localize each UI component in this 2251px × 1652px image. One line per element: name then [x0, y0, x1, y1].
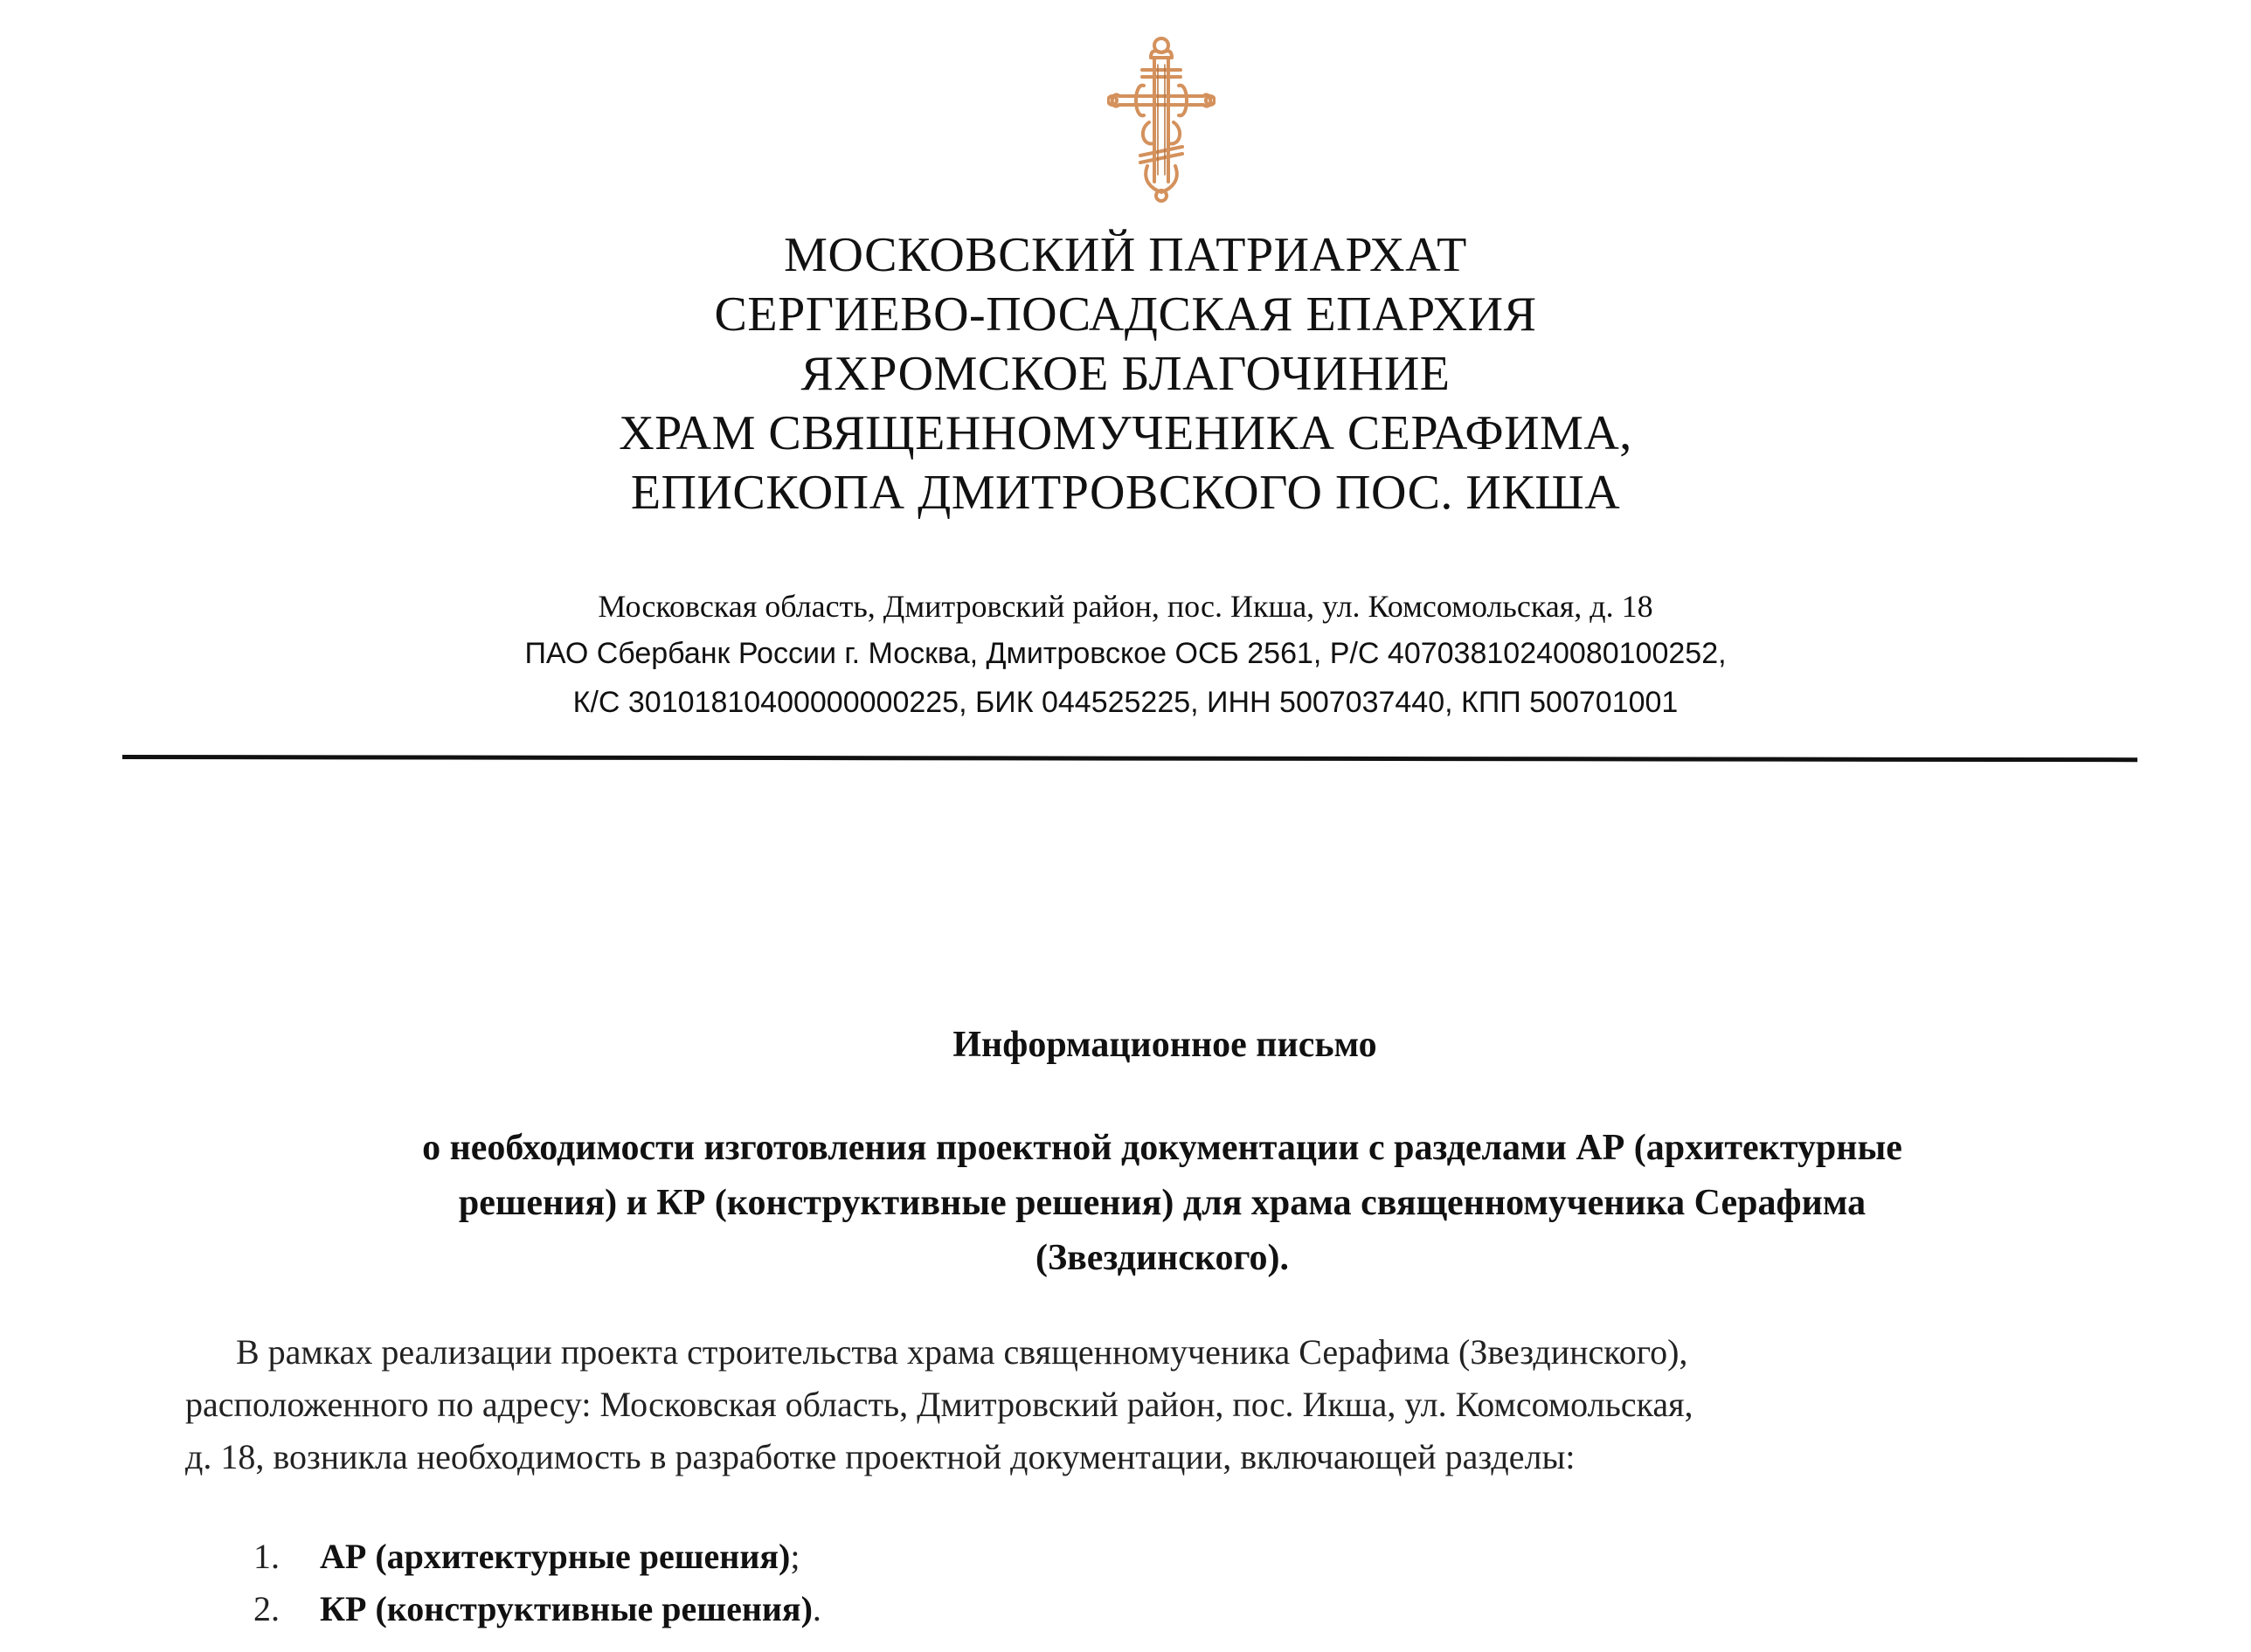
- list-item-number: 1.: [253, 1537, 280, 1576]
- sections-list: [253, 1531, 821, 1635]
- body-line: расположенного по адресу: Московская область, Дмитровский район, пос. Икша, ул. Комсомольская,: [185, 1385, 1693, 1424]
- list-item-punct: .: [812, 1589, 821, 1628]
- header-divider: [122, 755, 2137, 762]
- subject-line: о необходимости изготовления проектной документации с разделами АР (архитектурные: [422, 1128, 1902, 1168]
- bank-details-line-2: К/С 30101810400000000225, БИК 044525225, ИНН 5007037440, КПП 500701001: [572, 686, 1679, 719]
- letter-subject: [253, 1121, 2071, 1286]
- list-item: [253, 1531, 821, 1583]
- list-item-number: 2.: [253, 1589, 280, 1628]
- letter-body: [185, 1326, 2143, 1483]
- body-line: д. 18, возникла необходимость в разработке проектной документации, включающей разделы:: [185, 1437, 1576, 1476]
- bank-details-line-1: ПАО Сбербанк России г. Москва, Дмитровское ОСБ 2561, Р/С 40703810240080100252,: [524, 637, 1727, 670]
- organization-header: [0, 225, 2251, 522]
- letter-title: Информационное письмо: [952, 1025, 1377, 1065]
- list-item-punct: ;: [790, 1537, 800, 1576]
- body-line: В рамках реализации проекта строительства храма священномученика Серафима (Звездинского),: [236, 1332, 1688, 1372]
- header-address: Московская область, Дмитровский район, пос. Икша, ул. Комсомольская, д. 18: [598, 589, 1653, 624]
- subject-line: решения) и КР (конструктивные решения) для храма священномученика Серафима: [458, 1183, 1867, 1223]
- header-line-eparchy: СЕРГИЕВО-ПОСАДСКАЯ ЕПАРХИЯ: [714, 287, 1537, 342]
- header-line-temple: ХРАМ СВЯЩЕННОМУЧЕНИКА СЕРАФИМА,: [619, 406, 1632, 460]
- subject-line: (Звездинского).: [1035, 1238, 1290, 1278]
- header-line-bishop: ЕПИСКОПА ДМИТРОВСКОГО ПОС. ИКША: [630, 466, 1621, 520]
- header-line-patriarchate: МОСКОВСКИЙ ПАТРИАРХАТ: [784, 228, 1467, 282]
- list-item-label: АР (архитектурные решения): [320, 1537, 791, 1576]
- header-line-deanery: ЯХРОМСКОЕ БЛАГОЧИНИЕ: [800, 347, 1451, 401]
- list-item: [253, 1583, 821, 1635]
- list-item-label: КР (конструктивные решения): [320, 1589, 813, 1628]
- orthodox-cross-icon: [1107, 35, 1216, 203]
